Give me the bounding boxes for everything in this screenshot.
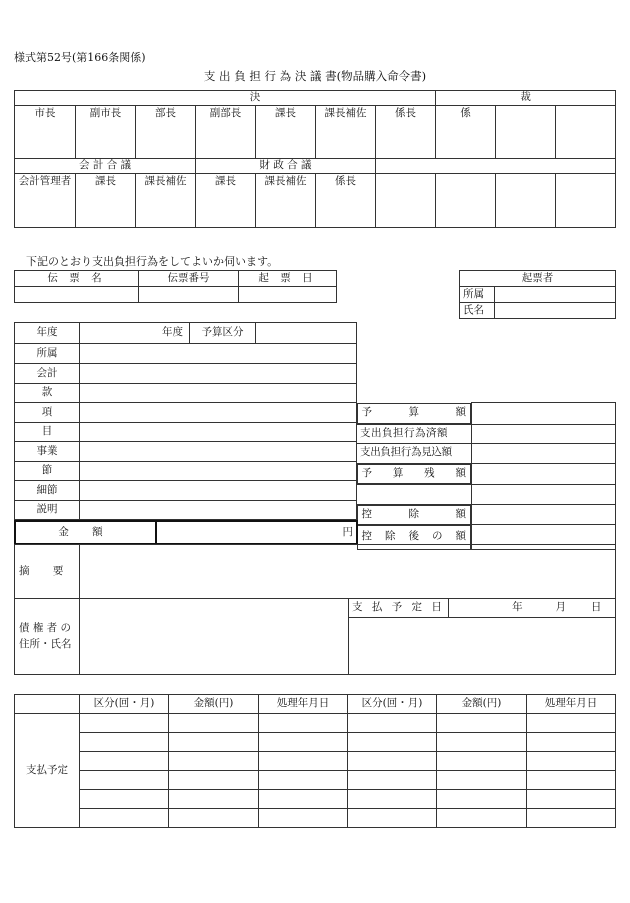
row-label-description: 説明	[15, 501, 80, 520]
schedule-cell[interactable]	[527, 714, 616, 733]
role-mayor: 市長	[15, 106, 76, 159]
row-label-project: 事業	[15, 442, 80, 462]
amount-label: 金 額	[15, 521, 156, 544]
creditor-field[interactable]	[80, 599, 349, 675]
drafter-dept-field[interactable]	[495, 287, 616, 303]
row-label-account: 会計	[15, 364, 80, 384]
role2-fin-section-chief: 課長	[196, 174, 256, 228]
summary-field[interactable]	[80, 545, 616, 599]
drafter-table	[459, 270, 616, 319]
schedule-cell[interactable]	[527, 809, 616, 828]
voucher-number-field[interactable]	[139, 287, 239, 303]
schedule-cell[interactable]	[437, 809, 527, 828]
role-staff: 係	[436, 106, 496, 159]
date-day: 日	[590, 601, 602, 614]
row-field-account[interactable]	[80, 364, 357, 384]
form-code: 様式第52号(第166条関係)	[14, 51, 146, 64]
budget-remaining-label: 予 算 残 額	[357, 464, 472, 484]
schedule-cell[interactable]	[437, 771, 527, 790]
row-field-setsu[interactable]	[80, 462, 357, 481]
row-field-moku[interactable]	[80, 423, 357, 442]
row-field-kan[interactable]	[80, 384, 357, 403]
drafter-dept-label: 所属	[460, 287, 495, 303]
document-title: 支 出 負 担 行 為 決 議 書(物品購入命令書)	[203, 69, 427, 83]
voucher-name-field[interactable]	[15, 287, 139, 303]
schedule-cell[interactable]	[259, 809, 348, 828]
schedule-cell[interactable]	[348, 809, 437, 828]
role2-fin-assistant-chief: 課長補佐	[256, 174, 316, 228]
voucher-name-label: 伝 票 名	[15, 271, 139, 287]
schedule-header-category-2: 区分(回・月)	[348, 695, 437, 714]
amount-table	[14, 520, 358, 545]
budget-section-label: 予算区分	[190, 323, 256, 344]
voucher-number-label: 伝票番号	[139, 271, 239, 287]
committed-amount-label: 支出負担行為済額	[357, 424, 472, 443]
role-unit-chief: 係長	[376, 106, 436, 159]
budget-section-field[interactable]	[256, 323, 357, 344]
committed-amount-field[interactable]	[472, 424, 616, 443]
role-section-chief: 課長	[256, 106, 316, 159]
role-assistant-chief: 課長補佐	[316, 106, 376, 159]
role-director: 部長	[136, 106, 196, 159]
deduction-field[interactable]	[472, 504, 616, 525]
role-deputy-mayor: 副市長	[76, 106, 136, 159]
schedule-cell[interactable]	[259, 733, 348, 752]
role2-blank-3[interactable]	[496, 174, 556, 228]
schedule-cell[interactable]	[259, 714, 348, 733]
row-label-saisetsu: 細節	[15, 481, 80, 501]
row-field-saisetsu[interactable]	[80, 481, 357, 501]
expected-amount-label: 支出負担行為見込額	[357, 443, 472, 463]
schedule-cell[interactable]	[437, 752, 527, 771]
date-month: 月	[555, 601, 566, 614]
consult-blank	[376, 159, 616, 174]
expected-amount-field[interactable]	[472, 443, 616, 463]
schedule-header-amount-2: 金額(円)	[437, 695, 527, 714]
schedule-cell[interactable]	[348, 733, 437, 752]
role2-blank-1[interactable]	[376, 174, 436, 228]
schedule-cell[interactable]	[169, 771, 259, 790]
schedule-cell[interactable]	[80, 733, 169, 752]
budget-remaining-field[interactable]	[472, 463, 616, 484]
schedule-cell[interactable]	[437, 733, 527, 752]
summary-label: 摘 要	[15, 545, 80, 599]
blank-label	[357, 484, 472, 504]
schedule-cell[interactable]	[80, 714, 169, 733]
schedule-cell[interactable]	[527, 733, 616, 752]
amount-field[interactable]: 円	[156, 521, 357, 544]
blank-field[interactable]	[472, 484, 616, 504]
drafter-title: 起票者	[460, 271, 616, 287]
schedule-cell[interactable]	[348, 790, 437, 809]
schedule-cell[interactable]	[259, 790, 348, 809]
row-label-kan: 款	[15, 384, 80, 403]
schedule-cell[interactable]	[259, 752, 348, 771]
drafter-name-field[interactable]	[495, 303, 616, 319]
approval-header-right: 裁	[436, 91, 616, 106]
schedule-cell[interactable]	[169, 790, 259, 809]
role2-section-chief: 課長	[76, 174, 136, 228]
schedule-header-amount-1: 金額(円)	[169, 695, 259, 714]
payment-schedule-table	[14, 694, 616, 828]
schedule-cell[interactable]	[527, 790, 616, 809]
row-field-kou[interactable]	[80, 403, 357, 423]
schedule-cell[interactable]	[348, 771, 437, 790]
schedule-cell[interactable]	[169, 809, 259, 828]
schedule-cell[interactable]	[348, 714, 437, 733]
schedule-header-date-2: 処理年月日	[527, 695, 616, 714]
schedule-cell[interactable]	[80, 752, 169, 771]
row-field-dept[interactable]	[80, 344, 357, 364]
row-label-kou: 項	[15, 403, 80, 423]
row-label-dept: 所属	[15, 344, 80, 364]
schedule-cell[interactable]	[527, 752, 616, 771]
date-year: 年	[512, 601, 523, 614]
drafter-name-label: 氏名	[460, 303, 495, 319]
payment-date-field[interactable]	[449, 599, 616, 618]
schedule-cell[interactable]	[80, 771, 169, 790]
accounting-consult-label: 会 計 合 議	[15, 159, 196, 174]
row-field-project[interactable]	[80, 442, 357, 462]
approval-header-left: 決	[15, 91, 436, 106]
summary-table	[14, 544, 616, 675]
role2-accounting-manager: 会計管理者	[15, 174, 76, 228]
budget-amount-label: 予 算 額	[357, 403, 472, 424]
after-deduction-label: 控 除 後 の 額	[357, 525, 472, 550]
voucher-date-field[interactable]	[239, 287, 337, 303]
finance-consult-label: 財 政 合 議	[196, 159, 376, 174]
schedule-cell[interactable]	[169, 752, 259, 771]
schedule-header-category-1: 区分(回・月)	[80, 695, 169, 714]
row-field-description[interactable]	[80, 501, 357, 520]
schedule-cell[interactable]	[437, 790, 527, 809]
schedule-cell[interactable]	[80, 790, 169, 809]
schedule-cell[interactable]	[527, 771, 616, 790]
schedule-header-date-1: 処理年月日	[259, 695, 348, 714]
schedule-corner	[15, 695, 80, 714]
row-label-setsu: 節	[15, 462, 80, 481]
fiscal-year-field[interactable]: 年度	[80, 323, 190, 344]
role2-blank-4[interactable]	[556, 174, 616, 228]
budget-table	[14, 322, 357, 520]
row-label-moku: 目	[15, 423, 80, 442]
schedule-cell[interactable]	[259, 771, 348, 790]
role2-blank-2[interactable]	[436, 174, 496, 228]
schedule-cell[interactable]	[437, 714, 527, 733]
schedule-cell[interactable]	[169, 714, 259, 733]
approval-table	[14, 90, 616, 228]
intro-text: 下記のとおり支出負担行為をしてよいか伺います。	[26, 255, 279, 268]
schedule-cell[interactable]	[348, 752, 437, 771]
schedule-cell[interactable]	[169, 733, 259, 752]
voucher-date-label: 起 票 日	[239, 271, 337, 287]
schedule-label: 支払予定	[15, 714, 80, 828]
role2-unit-chief: 係長	[316, 174, 376, 228]
role-blank-1[interactable]	[496, 106, 556, 159]
budget-amount-field[interactable]	[472, 403, 616, 425]
voucher-table	[14, 270, 337, 303]
role-blank-2[interactable]	[556, 106, 616, 159]
creditor-label: 債 権 者 の 住所・氏名	[15, 599, 80, 675]
schedule-cell[interactable]	[80, 809, 169, 828]
budget-amount-table	[356, 402, 616, 550]
fiscal-year-label: 年度	[15, 323, 80, 344]
role-deputy-director: 副部長	[196, 106, 256, 159]
role2-assistant-chief: 課長補佐	[136, 174, 196, 228]
payment-note-field[interactable]	[349, 618, 616, 675]
deduction-label: 控 除 額	[357, 505, 472, 525]
payment-date-label: 支 払 予 定 日	[349, 599, 449, 618]
